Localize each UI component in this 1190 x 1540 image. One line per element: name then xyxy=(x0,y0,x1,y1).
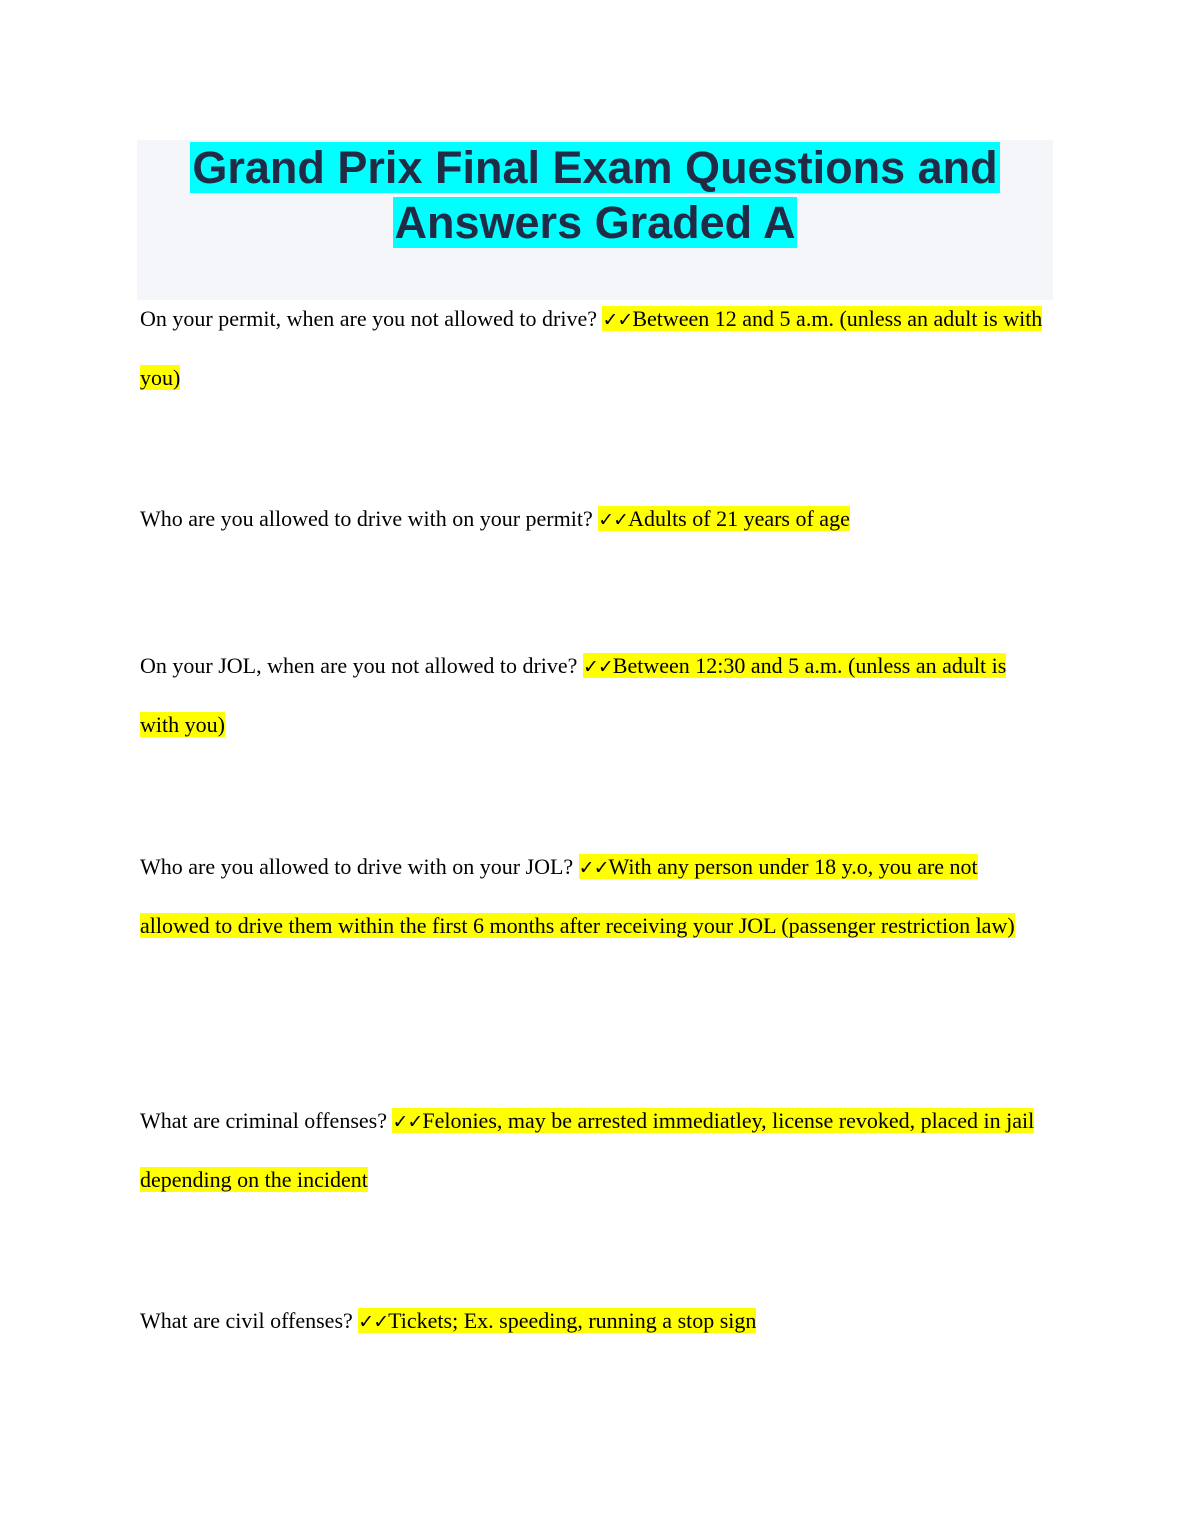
qa-item-jol-hours xyxy=(140,637,1050,754)
question-text: On your JOL, when are you not allowed to drive? xyxy=(140,653,583,678)
qa-item-criminal-offenses xyxy=(140,1092,1050,1209)
question-text: Who are you allowed to drive with on your JOL? xyxy=(140,854,579,879)
answer-highlight xyxy=(358,1308,756,1333)
double-check-icon: ✓✓ xyxy=(358,1311,389,1333)
title-line-2: Answers Graded A xyxy=(394,197,796,248)
question-text: Who are you allowed to drive with on your permit? xyxy=(140,506,599,531)
qa-item-civil-offenses xyxy=(140,1292,1050,1351)
question-text: What are criminal offenses? xyxy=(140,1108,393,1133)
document-title xyxy=(137,140,1053,250)
answer-text: With any person under 18 y.o, you are not allowed to drive them within the first 6 months after receiving your JOL (passenger restriction law) xyxy=(140,854,1015,938)
answer-text: Felonies, may be arrested immediatley, license revoked, placed in jail depending on the incident xyxy=(140,1108,1035,1192)
answer-text: Adults of 21 years of age xyxy=(628,506,850,531)
qa-item-permit-hours xyxy=(140,290,1050,407)
double-check-icon: ✓✓ xyxy=(578,857,609,879)
answer-text: Between 12 and 5 a.m. (unless an adult is with you) xyxy=(140,306,1043,390)
qa-item-permit-passengers xyxy=(140,490,1050,549)
double-check-icon: ✓✓ xyxy=(392,1111,423,1133)
answer-text: Between 12:30 and 5 a.m. (unless an adult is with you) xyxy=(140,653,1007,737)
double-check-icon: ✓✓ xyxy=(598,509,629,531)
double-check-icon: ✓✓ xyxy=(602,309,633,331)
double-check-icon: ✓✓ xyxy=(582,656,613,678)
question-text: What are civil offenses? xyxy=(140,1308,359,1333)
answer-text: Tickets; Ex. speeding, running a stop sign xyxy=(388,1308,757,1333)
qa-item-jol-passengers xyxy=(140,838,1050,955)
answer-highlight xyxy=(598,506,850,531)
title-banner xyxy=(137,140,1053,300)
title-line-1: Grand Prix Final Exam Questions and xyxy=(192,142,998,193)
question-text: On your permit, when are you not allowed to drive? xyxy=(140,306,603,331)
